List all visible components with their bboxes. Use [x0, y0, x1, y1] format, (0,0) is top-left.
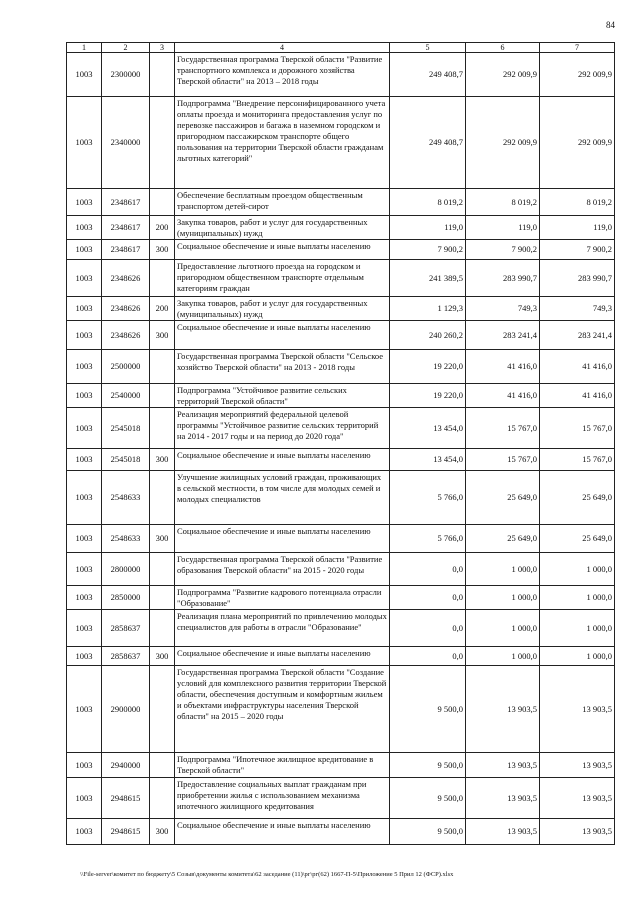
amount-cell: 13 454,0: [390, 408, 466, 449]
amount-cell: 0,0: [390, 647, 466, 666]
amount-cell: 249 408,7: [390, 53, 466, 97]
expense-type-cell: [150, 408, 175, 449]
table-row: [67, 819, 615, 845]
amount-cell: 13 903,5: [540, 778, 615, 819]
description-cell: Государственная программа Тверской области "Создание условий для комплексного развития территории Тверской области, обеспечения доступным и комфортным жильем и объектами инфраструктуры населения Тверской области" на 2015 – 2020 годы: [175, 666, 390, 753]
amount-cell: 0,0: [390, 553, 466, 586]
amount-cell: 5 766,0: [390, 471, 466, 525]
description-cell: Государственная программа Тверской области "Развитие транспортного комплекса и дорожного хозяйства Тверской области" на 2013 – 2018 годы: [175, 53, 390, 97]
amount-cell: 1 000,0: [466, 610, 540, 647]
section-code-cell: 1003: [67, 297, 102, 321]
amount-cell: 9 500,0: [390, 819, 466, 845]
amount-cell: 41 416,0: [540, 384, 615, 408]
amount-cell: 283 241,4: [540, 321, 615, 350]
expense-type-cell: 300: [150, 321, 175, 350]
header-cell: 4: [175, 43, 390, 53]
table-row: [67, 778, 615, 819]
table-row: [67, 97, 615, 189]
description-cell: Улучшение жилищных условий граждан, проживающих в сельской местности, в том числе для молодых семей и молодых специалистов: [175, 471, 390, 525]
expense-type-cell: 300: [150, 819, 175, 845]
target-code-cell: 2940000: [102, 753, 150, 778]
amount-cell: 0,0: [390, 610, 466, 647]
amount-cell: 25 649,0: [540, 525, 615, 553]
amount-cell: 1 000,0: [540, 647, 615, 666]
expense-type-cell: [150, 553, 175, 586]
header-cell: 3: [150, 43, 175, 53]
table-row: [67, 240, 615, 260]
section-code-cell: 1003: [67, 553, 102, 586]
amount-cell: 15 767,0: [540, 408, 615, 449]
table-row: [67, 321, 615, 350]
description-cell: Реализация мероприятий федеральной целевой программы "Устойчивое развитие сельских территорий на 2014 - 2017 годы и на период до 2020 года": [175, 408, 390, 449]
description-cell: Закупка товаров, работ и услуг для государственных (муниципальных) нужд: [175, 216, 390, 240]
description-cell: Социальное обеспечение и иные выплаты населению: [175, 321, 390, 350]
amount-cell: 13 903,5: [466, 666, 540, 753]
amount-cell: 283 990,7: [540, 260, 615, 297]
table-row: [67, 53, 615, 97]
expense-type-cell: 300: [150, 449, 175, 471]
amount-cell: 240 260,2: [390, 321, 466, 350]
target-code-cell: 2800000: [102, 553, 150, 586]
amount-cell: 8 019,2: [390, 189, 466, 216]
section-code-cell: 1003: [67, 350, 102, 384]
header-cell: 2: [102, 43, 150, 53]
expense-type-cell: [150, 260, 175, 297]
description-cell: Социальное обеспечение и иные выплаты населению: [175, 819, 390, 845]
description-cell: Реализация плана мероприятий по привлечению молодых специалистов для работы в отрасли "Образование": [175, 610, 390, 647]
amount-cell: 8 019,2: [466, 189, 540, 216]
target-code-cell: 2948615: [102, 778, 150, 819]
description-cell: Подпрограмма "Устойчивое развитие сельских территорий Тверской области": [175, 384, 390, 408]
description-cell: Социальное обеспечение и иные выплаты населению: [175, 449, 390, 471]
table-row: [67, 586, 615, 610]
amount-cell: 13 903,5: [540, 819, 615, 845]
amount-cell: 15 767,0: [540, 449, 615, 471]
amount-cell: 1 000,0: [540, 553, 615, 586]
table-row: [67, 753, 615, 778]
description-cell: Социальное обеспечение и иные выплаты населению: [175, 240, 390, 260]
section-code-cell: 1003: [67, 260, 102, 297]
expense-type-cell: 300: [150, 240, 175, 260]
table-row: [67, 471, 615, 525]
file-path-footer: \\File-server\комитет по бюджету\5 Созыв\документы комитета\62 заседание (11)\рг\рг(62) 1667-П-5\Приложение 5 Прил 12 (ФСР).xlsx: [80, 871, 454, 878]
table-row: [67, 189, 615, 216]
table-row: [67, 260, 615, 297]
target-code-cell: 2548633: [102, 525, 150, 553]
target-code-cell: 2900000: [102, 666, 150, 753]
section-code-cell: 1003: [67, 647, 102, 666]
table-row: [67, 525, 615, 553]
section-code-cell: 1003: [67, 449, 102, 471]
amount-cell: 241 389,5: [390, 260, 466, 297]
target-code-cell: 2300000: [102, 53, 150, 97]
target-code-cell: 2850000: [102, 586, 150, 610]
expense-type-cell: [150, 53, 175, 97]
description-cell: Социальное обеспечение и иные выплаты населению: [175, 525, 390, 553]
target-code-cell: 2540000: [102, 384, 150, 408]
amount-cell: 8 019,2: [540, 189, 615, 216]
section-code-cell: 1003: [67, 189, 102, 216]
section-code-cell: 1003: [67, 753, 102, 778]
amount-cell: 119,0: [466, 216, 540, 240]
amount-cell: 13 903,5: [466, 753, 540, 778]
table-row: [67, 350, 615, 384]
section-code-cell: 1003: [67, 216, 102, 240]
description-cell: Подпрограмма "Ипотечное жилищное кредитование в Тверской области": [175, 753, 390, 778]
amount-cell: 7 900,2: [390, 240, 466, 260]
description-cell: Подпрограмма "Развитие кадрового потенциала отрасли "Образование": [175, 586, 390, 610]
target-code-cell: 2858637: [102, 647, 150, 666]
amount-cell: 283 241,4: [466, 321, 540, 350]
amount-cell: 1 000,0: [466, 553, 540, 586]
amount-cell: 0,0: [390, 586, 466, 610]
expense-type-cell: [150, 666, 175, 753]
target-code-cell: 2348626: [102, 297, 150, 321]
section-code-cell: 1003: [67, 240, 102, 260]
amount-cell: 283 990,7: [466, 260, 540, 297]
expense-type-cell: [150, 753, 175, 778]
amount-cell: 13 903,5: [466, 778, 540, 819]
table-row: [67, 449, 615, 471]
section-code-cell: 1003: [67, 471, 102, 525]
header-row: [67, 43, 615, 53]
target-code-cell: 2340000: [102, 97, 150, 189]
header-cell: 5: [390, 43, 466, 53]
amount-cell: 9 500,0: [390, 778, 466, 819]
amount-cell: 119,0: [390, 216, 466, 240]
section-code-cell: 1003: [67, 97, 102, 189]
amount-cell: 292 009,9: [540, 53, 615, 97]
description-cell: Государственная программа Тверской области "Сельское хозяйство Тверской области" на 2013 - 2018 годы: [175, 350, 390, 384]
expense-type-cell: [150, 350, 175, 384]
expense-type-cell: [150, 384, 175, 408]
expense-type-cell: 300: [150, 647, 175, 666]
table-row: [67, 553, 615, 586]
header-cell: 6: [466, 43, 540, 53]
amount-cell: 749,3: [466, 297, 540, 321]
section-code-cell: 1003: [67, 321, 102, 350]
expense-type-cell: [150, 97, 175, 189]
target-code-cell: 2948615: [102, 819, 150, 845]
description-cell: Обеспечение бесплатным проездом общественным транспортом детей-сирот: [175, 189, 390, 216]
target-code-cell: 2348617: [102, 240, 150, 260]
amount-cell: 292 009,9: [466, 97, 540, 189]
amount-cell: 41 416,0: [466, 350, 540, 384]
description-cell: Предоставление льготного проезда на городском и пригородном общественном транспорте отдельным категориям граждан: [175, 260, 390, 297]
amount-cell: 13 454,0: [390, 449, 466, 471]
section-code-cell: 1003: [67, 586, 102, 610]
section-code-cell: 1003: [67, 408, 102, 449]
target-code-cell: 2500000: [102, 350, 150, 384]
table-row: [67, 666, 615, 753]
amount-cell: 119,0: [540, 216, 615, 240]
amount-cell: 41 416,0: [466, 384, 540, 408]
amount-cell: 1 000,0: [540, 586, 615, 610]
table-row: [67, 216, 615, 240]
header-cell: 1: [67, 43, 102, 53]
table-row: [67, 297, 615, 321]
target-code-cell: 2548633: [102, 471, 150, 525]
amount-cell: 1 000,0: [466, 647, 540, 666]
amount-cell: 5 766,0: [390, 525, 466, 553]
section-code-cell: 1003: [67, 819, 102, 845]
target-code-cell: 2348617: [102, 216, 150, 240]
target-code-cell: 2348626: [102, 321, 150, 350]
section-code-cell: 1003: [67, 778, 102, 819]
amount-cell: 9 500,0: [390, 753, 466, 778]
section-code-cell: 1003: [67, 666, 102, 753]
expense-type-cell: [150, 471, 175, 525]
amount-cell: 25 649,0: [540, 471, 615, 525]
target-code-cell: 2348617: [102, 189, 150, 216]
expense-type-cell: 200: [150, 297, 175, 321]
expense-type-cell: 200: [150, 216, 175, 240]
expense-type-cell: [150, 610, 175, 647]
section-code-cell: 1003: [67, 53, 102, 97]
amount-cell: 15 767,0: [466, 408, 540, 449]
amount-cell: 25 649,0: [466, 525, 540, 553]
amount-cell: 13 903,5: [466, 819, 540, 845]
amount-cell: 41 416,0: [540, 350, 615, 384]
amount-cell: 249 408,7: [390, 97, 466, 189]
amount-cell: 292 009,9: [466, 53, 540, 97]
page-number: 84: [606, 20, 615, 30]
amount-cell: 7 900,2: [466, 240, 540, 260]
amount-cell: 25 649,0: [466, 471, 540, 525]
amount-cell: 13 903,5: [540, 753, 615, 778]
amount-cell: 9 500,0: [390, 666, 466, 753]
expense-type-cell: [150, 778, 175, 819]
description-cell: Закупка товаров, работ и услуг для государственных (муниципальных) нужд: [175, 297, 390, 321]
expense-type-cell: 300: [150, 525, 175, 553]
table-row: [67, 408, 615, 449]
description-cell: Подпрограмма "Внедрение персонифицированного учета оплаты проезда и мониторинга предоставления услуг по перевозке пассажиров и багажа в наземном городском и пригородном пассажирском транспорте общего пользования на территории Тверской области гражданам льготных категорий": [175, 97, 390, 189]
table-row: [67, 647, 615, 666]
table-row: [67, 610, 615, 647]
target-code-cell: 2545018: [102, 449, 150, 471]
budget-table: [66, 42, 615, 845]
section-code-cell: 1003: [67, 610, 102, 647]
target-code-cell: 2858637: [102, 610, 150, 647]
amount-cell: 1 000,0: [540, 610, 615, 647]
section-code-cell: 1003: [67, 525, 102, 553]
expense-type-cell: [150, 586, 175, 610]
amount-cell: 292 009,9: [540, 97, 615, 189]
description-cell: Социальное обеспечение и иные выплаты населению: [175, 647, 390, 666]
header-cell: 7: [540, 43, 615, 53]
amount-cell: 13 903,5: [540, 666, 615, 753]
amount-cell: 749,3: [540, 297, 615, 321]
amount-cell: 19 220,0: [390, 384, 466, 408]
description-cell: Предоставление социальных выплат гражданам при приобретении жилья с использованием механизма ипотечного жилищного кредитования: [175, 778, 390, 819]
target-code-cell: 2545018: [102, 408, 150, 449]
table-row: [67, 384, 615, 408]
amount-cell: 15 767,0: [466, 449, 540, 471]
amount-cell: 1 000,0: [466, 586, 540, 610]
amount-cell: 7 900,2: [540, 240, 615, 260]
expense-type-cell: [150, 189, 175, 216]
amount-cell: 1 129,3: [390, 297, 466, 321]
target-code-cell: 2348626: [102, 260, 150, 297]
section-code-cell: 1003: [67, 384, 102, 408]
amount-cell: 19 220,0: [390, 350, 466, 384]
description-cell: Государственная программа Тверской области "Развитие образования Тверской области" на 2015 - 2020 годы: [175, 553, 390, 586]
